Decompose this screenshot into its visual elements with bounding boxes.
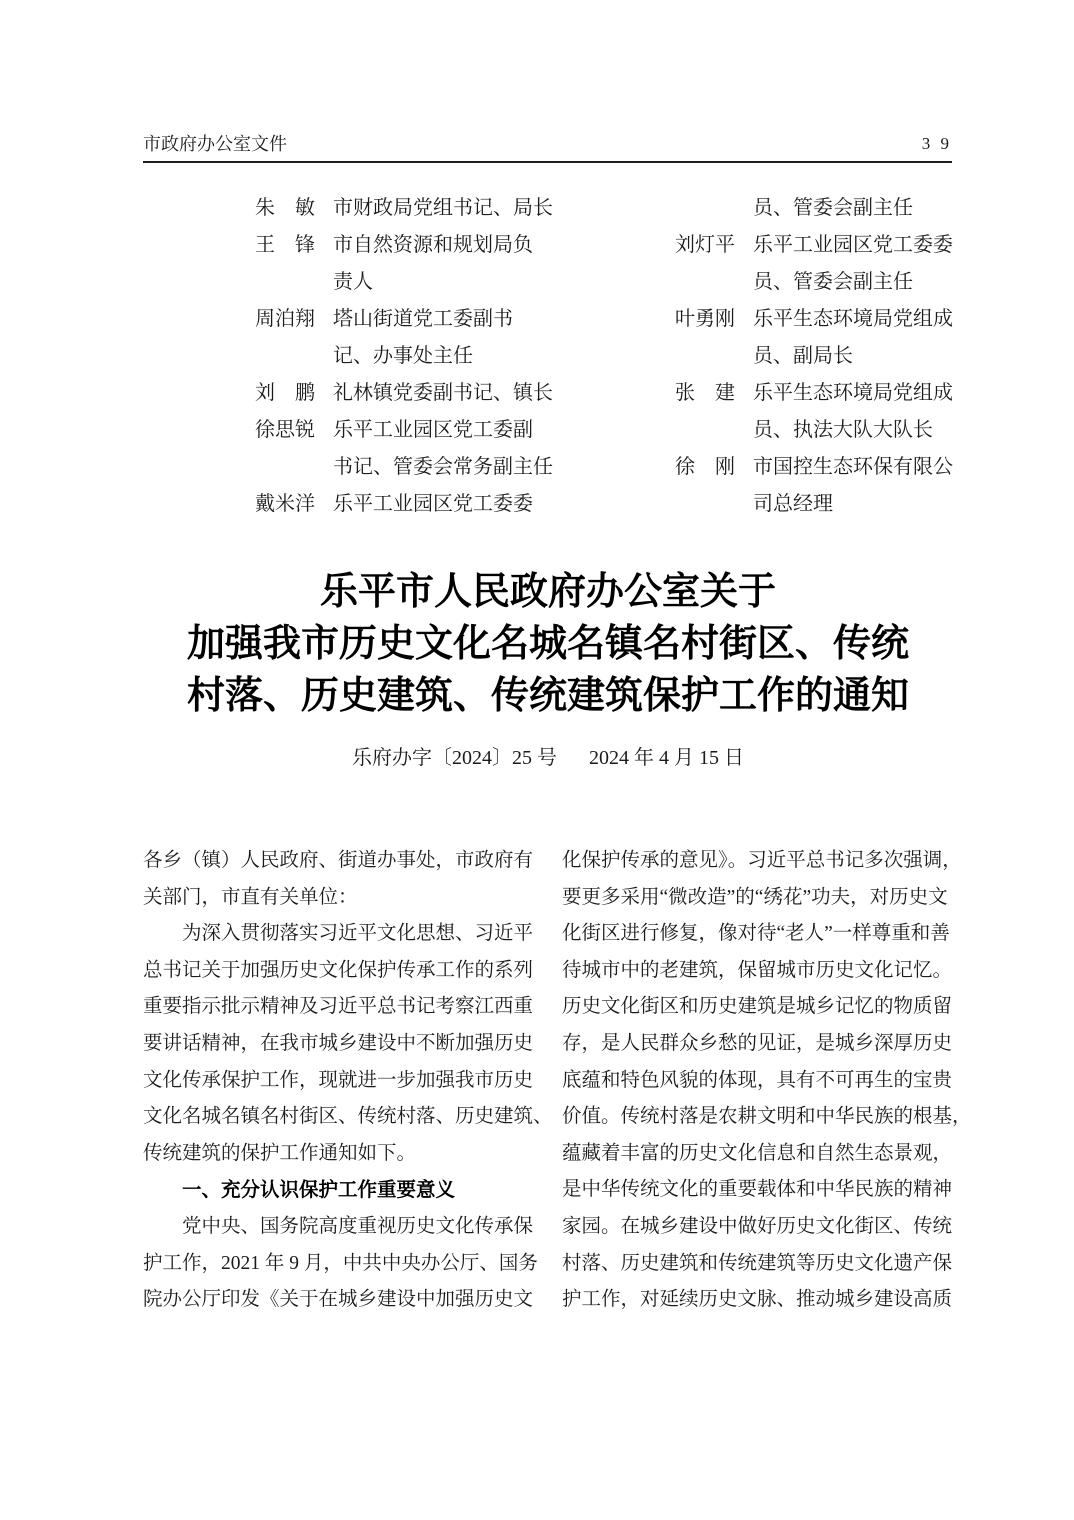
- body-line: 蕴藏着丰富的历史文化信息和自然生态景观，: [562, 1142, 953, 1164]
- roster-role: 乐平工业园区党工委副: [333, 419, 533, 441]
- roster-role: 市财政局党组书记、局长: [333, 197, 553, 219]
- roster-row: [255, 412, 567, 449]
- roster-row: [675, 301, 975, 338]
- body-line: 党中央、国务院高度重视历史文化传承保: [143, 1215, 534, 1237]
- body-line: 家园。在城乡建设中做好历史文化街区、传统: [562, 1215, 953, 1237]
- body-line: 传统建筑的保护工作通知如下。: [143, 1142, 417, 1164]
- section-heading: 一、充分认识保护工作重要意义: [143, 1179, 456, 1202]
- roster-row: [675, 264, 975, 301]
- roster-name: 周泊翔: [255, 308, 315, 330]
- roster-role: 乐平生态环境局党组成: [753, 308, 953, 330]
- body-column-left: [143, 843, 553, 1319]
- roster-role: 乐平工业园区党工委委: [333, 493, 533, 515]
- signatory-roster: [255, 190, 975, 523]
- roster-name: [675, 264, 737, 301]
- doc-title-line-3: 村落、历史建筑、传统建筑保护工作的通知: [186, 675, 909, 717]
- body-line: 价值。传统村落是农耕文明和中华民族的根基，: [562, 1106, 972, 1128]
- roster-name: 戴米洋: [255, 493, 315, 515]
- roster-row: [255, 190, 567, 227]
- body-line: 各乡（镇）人民政府、街道办事处，市政府有: [143, 850, 534, 871]
- roster-row: [675, 338, 975, 375]
- roster-role: 乐平生态环境局党组成: [753, 382, 953, 404]
- roster-name: 徐思锐: [255, 419, 315, 441]
- body-line: 总书记关于加强历史文化保护传承工作的系列: [143, 959, 534, 981]
- doc-title: [143, 566, 953, 722]
- body-line: 化保护传承的意见》。习近平总书记多次强调，: [562, 850, 962, 871]
- roster-row: [255, 375, 567, 412]
- body-line: 要讲话精神，在我市城乡建设中不断加强历史: [143, 1032, 534, 1054]
- body-line: 护工作，对延续历史文脉、推动城乡建设高质: [562, 1289, 953, 1311]
- roster-row: [255, 449, 567, 486]
- roster-role: 员、管委会副主任: [753, 197, 913, 219]
- roster-column-left: [255, 190, 567, 523]
- body-line: 护工作，2021 年 9 月，中共中央办公厅、国务: [143, 1252, 538, 1274]
- roster-row: [255, 227, 567, 264]
- body-line: 关部门，市直有关单位：: [143, 886, 358, 908]
- roster-name: [255, 449, 317, 486]
- roster-row: [255, 264, 567, 301]
- roster-role: 市自然资源和规划局负: [333, 234, 533, 256]
- body-line: 村落、历史建筑和传统建筑等历史文化遗产保: [562, 1252, 953, 1274]
- roster-role: 乐平工业园区党工委委: [753, 234, 953, 256]
- roster-name: [255, 338, 317, 375]
- body-column-right: [562, 843, 972, 1319]
- roster-row: [675, 486, 975, 523]
- roster-role: 司总经理: [753, 493, 833, 515]
- body-line: 重要指示批示精神及习近平总书记考察江西重: [143, 996, 534, 1018]
- doc-date: 2024 年 4 月 15 日: [589, 747, 744, 769]
- roster-role: 市国控生态环保有限公: [753, 456, 953, 478]
- roster-role: 员、副局长: [753, 345, 853, 367]
- header-title: 市政府办公室文件: [143, 134, 287, 154]
- doc-meta: [143, 744, 953, 772]
- roster-row: [255, 338, 567, 375]
- roster-name: [675, 338, 737, 375]
- roster-row: [675, 449, 975, 486]
- roster-role: 书记、管委会常务副主任: [333, 456, 553, 478]
- roster-name: 刘灯平: [675, 234, 735, 256]
- roster-name: 王 锋: [255, 234, 315, 256]
- roster-row: [675, 190, 975, 227]
- doc-number: 乐府办字〔2024〕25 号: [352, 747, 557, 769]
- body-line: 文化传承保护工作，现就进一步加强我市历史: [143, 1069, 534, 1091]
- roster-row: [675, 412, 975, 449]
- body-line: 化街区进行修复，像对待“老人”一样尊重和善: [562, 923, 950, 945]
- roster-row: [675, 375, 975, 412]
- roster-role: 员、执法大队大队长: [753, 419, 933, 441]
- roster-name: 刘 鹏: [255, 382, 315, 404]
- roster-column-right: [675, 190, 975, 523]
- doc-title-line-1: 乐平市人民政府办公室关于: [319, 571, 776, 613]
- roster-name: [255, 264, 317, 301]
- roster-name: [675, 190, 737, 227]
- roster-row: [255, 301, 567, 338]
- page-number: 3 9: [921, 134, 952, 153]
- body-line: 待城市中的老建筑，保留城市历史文化记忆。: [562, 959, 953, 981]
- roster-role: 礼林镇党委副书记、镇长: [333, 382, 553, 404]
- body-line: 为深入贯彻落实习近平文化思想、习近平: [143, 923, 534, 945]
- body-line: 文化名城名镇名村街区、传统村落、历史建筑、: [143, 1106, 553, 1128]
- roster-name: [675, 412, 737, 449]
- roster-role: 记、办事处主任: [333, 345, 473, 367]
- body-line: 要更多采用“微改造”的“绣花”功夫，对历史文: [562, 886, 948, 908]
- roster-role: 责人: [333, 271, 373, 293]
- doc-title-line-2: 加强我市历史文化名城名镇名村街区、传统: [186, 623, 909, 665]
- roster-row: [255, 486, 567, 523]
- body-line: 存，是人民群众乡愁的见证，是城乡深厚历史: [562, 1032, 953, 1054]
- page-header: [143, 133, 952, 163]
- body-line: 历史文化街区和历史建筑是城乡记忆的物质留: [562, 996, 953, 1018]
- roster-name: [675, 486, 737, 523]
- roster-name: 叶勇刚: [675, 308, 735, 330]
- roster-name: 张 建: [675, 382, 735, 404]
- body-line: 院办公厅印发《关于在城乡建设中加强历史文: [143, 1289, 534, 1311]
- roster-row: [675, 227, 975, 264]
- body-line: 是中华传统文化的重要载体和中华民族的精神: [562, 1179, 953, 1201]
- roster-name: 朱 敏: [255, 197, 315, 219]
- roster-name: 徐 刚: [675, 456, 735, 478]
- roster-role: 员、管委会副主任: [753, 271, 913, 293]
- body-line: 底蕴和特色风貌的体现，具有不可再生的宝贵: [562, 1069, 953, 1091]
- roster-role: 塔山街道党工委副书: [333, 308, 513, 330]
- body-text: [143, 843, 972, 1319]
